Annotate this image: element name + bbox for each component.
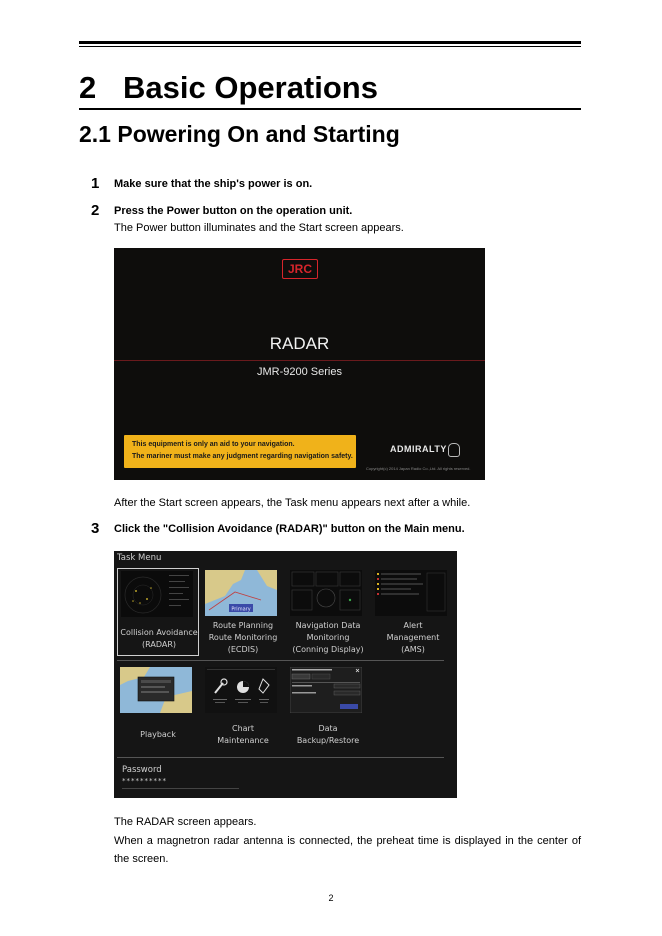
step-2-text: Press the Power button on the operation unit. [114, 205, 353, 217]
task-menu-screen [114, 551, 457, 798]
tile-label-line: Monitoring [306, 633, 350, 642]
tile-label-line: (RADAR) [142, 640, 176, 649]
playback-chart-icon [120, 667, 192, 713]
password-label: Password [122, 765, 162, 775]
alert-list-icon [375, 570, 447, 616]
tile-label [281, 723, 375, 747]
preheat-text: When a magnetron radar antenna is connected, the preheat time is displayed in the center of the screen. [114, 835, 581, 865]
chapter-number: 2 [79, 70, 97, 105]
row-divider [117, 660, 444, 661]
password-divider [117, 757, 444, 758]
tile-label-line: Alert [403, 621, 423, 630]
tile-label-line: Management [386, 633, 440, 642]
warning-line-2: The mariner must make any judgment regarding navigation safety. [132, 453, 353, 460]
header-rule-thick [79, 41, 581, 44]
task-tile-alert-management[interactable] [372, 568, 454, 656]
tile-label-line: (Conning Display) [292, 645, 364, 654]
task-tile-data-backup[interactable] [287, 665, 369, 753]
section-heading: 2.1 Powering On and Starting [79, 121, 400, 147]
password-field[interactable]: ********** [122, 777, 167, 785]
warning-line-1: This equipment is only an aid to your navigation. [132, 441, 295, 448]
page-number: 2 [328, 893, 334, 903]
tile-label [196, 620, 290, 656]
title-divider [114, 360, 485, 361]
tile-label-line: (AMS) [401, 645, 425, 654]
primary-badge: Primary [231, 606, 251, 613]
tile-label [366, 620, 457, 656]
tile-label-line: Maintenance [217, 736, 269, 745]
task-tile-playback[interactable] [117, 665, 199, 753]
tile-label [114, 627, 206, 651]
after-start-text: After the Start screen appears, the Task menu appears next after a while. [114, 497, 471, 509]
step-3-number: 3 [91, 520, 100, 537]
copyright-notice: Copyright(c) 2014 Japan Radio Co.,Ltd. All rights reserved. [366, 466, 471, 471]
admiralty-crest-icon [448, 443, 460, 457]
tile-label-line: Data [318, 724, 338, 733]
step-3-text: Click the "Collision Avoidance (RADAR)" button on the Main menu. [114, 523, 465, 535]
tile-label-line: Navigation Data [295, 621, 361, 630]
navigation-warning [124, 435, 356, 468]
chart-tools-icon [205, 667, 277, 713]
radar-appears-text: The RADAR screen appears. [114, 816, 257, 828]
tile-label [281, 620, 375, 656]
step-2-detail: The Power button illuminates and the Start screen appears. [114, 222, 404, 234]
start-screen-title: RADAR [269, 334, 330, 353]
step-1-text: Make sure that the ship's power is on. [114, 178, 313, 190]
admiralty-brand: ADMIRALTY [390, 444, 447, 454]
chapter-underline [79, 108, 581, 110]
task-tile-chart-maintenance[interactable] [202, 665, 284, 753]
tile-label-line: Collision Avoidance [120, 628, 198, 637]
task-menu-title: Task Menu [117, 553, 162, 563]
tile-label-line: Route Monitoring [208, 633, 278, 642]
tile-label-line: Route Planning [212, 621, 274, 630]
task-tile-collision-avoidance[interactable] [117, 568, 199, 656]
tile-label [196, 723, 290, 747]
backup-dialog-icon [290, 667, 362, 713]
step-1-number: 1 [91, 175, 100, 192]
chart-display-icon [205, 570, 277, 616]
chapter-heading [79, 70, 378, 106]
start-screen-image [114, 248, 485, 480]
task-tile-navigation-data[interactable] [287, 568, 369, 656]
tile-label-line: Chart [232, 724, 254, 733]
jrc-logo: JRC [282, 259, 318, 279]
conning-display-icon [290, 570, 362, 616]
start-screen-series: JMR-9200 Series [257, 366, 342, 378]
header-rule-thin [79, 46, 581, 47]
chapter-title: Basic Operations [123, 70, 378, 105]
tile-label-line: Backup/Restore [296, 736, 360, 745]
tile-label-line: Playback [140, 730, 176, 739]
step-2-number: 2 [91, 202, 100, 219]
task-tile-route-planning[interactable] [202, 568, 284, 656]
tile-label-line: (ECDIS) [227, 645, 259, 654]
radar-display-icon [121, 571, 193, 617]
tile-label [114, 729, 205, 741]
password-underline [122, 788, 239, 789]
